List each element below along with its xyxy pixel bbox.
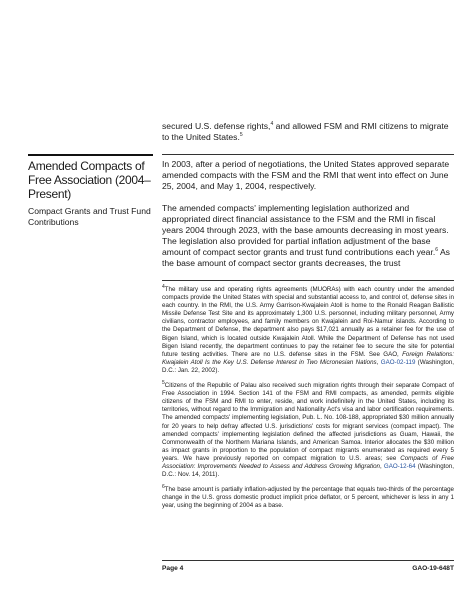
footnote-tail: (Washington, D.C.: Nov. 14, 2011).	[162, 462, 454, 479]
footnote-4	[162, 283, 454, 375]
report-title: Compacts of Free Association: Improvements Needed to Assess and Address Growing Migration	[162, 454, 454, 470]
footnote-tail: (Washington, D.C.: Jan. 22, 2002).	[162, 358, 454, 374]
report-link-gao-12-64[interactable]: GAO-12-64	[383, 462, 416, 470]
continuation-paragraph	[162, 121, 454, 143]
footer-rule	[162, 560, 454, 561]
paragraph-2-text: The amended compacts' implementing legislation authorized and appropriated direct financial assistance to the FSM and the RMI in fiscal years 2004 through 2023, with the base amounts decreasing in most years. The legislation also provided for partial inflation adjustment of the base amount of compact sector grants and trust fund contributions each year.	[162, 203, 449, 257]
section-rule-right	[162, 154, 454, 155]
footnote-5	[162, 379, 454, 479]
footnote-separator	[162, 280, 454, 281]
footnote-number: 6	[162, 484, 165, 491]
paragraph-2	[162, 203, 454, 269]
separator: ,	[379, 462, 384, 470]
footnotes	[162, 283, 454, 510]
report-title: Foreign Relations: Kwajalein Atoll Is the Key U.S. Defense Interest in Two Micronesian Nations	[162, 350, 454, 366]
footnote-6	[162, 486, 454, 510]
page-number: Page 4	[162, 565, 184, 572]
continuation-text-2: and allowed FSM and RMI citizens to migrate to the United States.	[162, 121, 449, 142]
report-id: GAO-19-648T	[412, 565, 454, 572]
paragraph-2-text-cont: As the base amount of compact sector grants decreases, the trust	[162, 247, 450, 268]
footnote-number: 4	[162, 283, 165, 290]
separator: ,	[376, 358, 381, 366]
footnote-text: The military use and operating rights agreements (MUORAs) with each country under the amended compacts provide the United States with special and substantial access to, and control of, defense sites in each country. In the RMI, the U.S. Army Garrison-Kwajalein Atoll is home to the Ronald Reagan Ballistic Missile Defense Test Site and its approximately 1,300 U.S. personnel, including military personnel, Army civilians, contractor employees, and family members on Kwajalein and Roi-Namur islands. According to the Department of Defense, the department also pays $17,021 annually as a retainer fee for the use of Bigen Island, which is located outside Kwajalein Atoll. While the Department of Defense has not used Bigen Island recently, the department continues to pay the retainer fee to secure the site for potential future testing activities. There are no U.S. defense sites in the FSM. See GAO,	[162, 286, 454, 358]
report-link-gao-02-119[interactable]: GAO-02-119	[380, 358, 416, 366]
footnote-ref-4[interactable]: 4	[270, 121, 274, 128]
footnote-number: 5	[162, 379, 165, 386]
paragraph-1: In 2003, after a period of negotiations, the United States approved separate amended compacts with the FSM and the RMI that went into effect on June 25, 2004, and May 1, 2004, respectively.	[162, 159, 450, 191]
footnote-text: Citizens of the Republic of Palau also received such migration rights through their separate Compact of Free Association in 1994. Section 141 of the FSM and RMI compacts, as amended, permits eligible citizens of the FSM and RMI to enter, reside, and work indefinitely in the United States, including its territories, without regard to the Immigration and Nationality Act's visa and labor certification requirements. The amended compacts' implementing legislation, Pub. L. No. 108-188, appropriated $30 million annually for 20 years to help defray affected U.S. jurisdictions' costs for migrant services (compact impact). The amended compacts' implementing legislation defined the affected jurisdictions as Guam, Hawaii, the Commonwealth of the Northern Mariana Islands, and American Samoa. Interior allocates the $30 million as impact grants in proportion to the population of compact migrants enumerated as required every 5 years. We have previously reported on compact migration to U.S. areas; see	[162, 382, 454, 462]
footnote-ref-5[interactable]: 5	[239, 132, 243, 139]
footnote-ref-6[interactable]: 6	[435, 247, 439, 254]
section-rule-left	[28, 154, 153, 156]
section-heading: Amended Compacts of Free Association (2004–Present)	[28, 159, 151, 201]
continuation-text-1: secured U.S. defense rights,	[162, 121, 271, 131]
section-subheading: Compact Grants and Trust Fund Contributions	[28, 206, 151, 227]
footnote-text: The base amount is partially inflation-adjusted by the percentage that equals two-thirds of the percentage change in the U.S. gross domestic product implicit price deflator, or 5 percent, whichever is less in any 1 year, using the beginning of 2004 as a base.	[162, 486, 454, 510]
